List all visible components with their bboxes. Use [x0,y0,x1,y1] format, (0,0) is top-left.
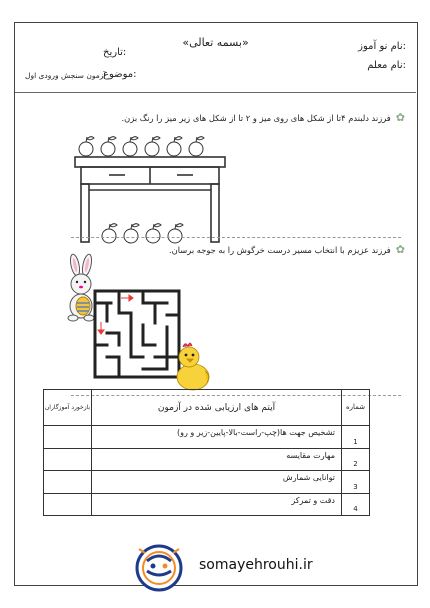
table-row [44,448,370,471]
row-item: مهارت مقایسه [92,448,342,471]
row-item: دقت و تمرکز [92,493,342,516]
apples-under-table [102,224,183,243]
row-number: 1 [342,426,370,449]
website-label: somayehrouhi.ir [199,557,313,573]
table-header-row [44,390,370,426]
teacher-name-label: نام معلم: [367,60,406,71]
evaluation-table [43,389,370,516]
row-item: تشخیص جهت ها(چپ-راست-بالا-پایین-زیر و رو) [92,426,342,449]
row-item: توانایی شمارش [92,471,342,494]
column-header-feedback: بازخورد آموزگاران [44,390,92,426]
flower-icon: ✿ [395,111,405,124]
maze [95,291,179,377]
header [15,23,416,93]
column-header-items: آیتم های ارزیابی شده در آزمون [92,390,342,426]
maze-illustration [55,251,215,391]
row-feedback-cell[interactable] [44,471,92,494]
table-illustration [59,128,239,248]
question-1-instruction [122,111,405,124]
row-feedback-cell[interactable] [44,493,92,516]
brand-logo [131,541,187,593]
row-feedback-cell[interactable] [44,426,92,449]
question-2-text: فرزند عزیزم با انتخاب مسیر درست خرگوش را به جوجه برسان. [169,245,391,255]
student-name-label: نام نو آموز: [358,41,406,52]
row-number: 2 [342,448,370,471]
date-label: تاریخ: [103,47,127,58]
subject-label: موضوع: [103,69,137,80]
apples-on-table [79,137,204,156]
subject-value: آزمون سنجش ورودی اول [25,71,106,80]
section-divider [71,237,401,238]
flower-icon: ✿ [395,243,405,256]
chick-icon [177,343,209,390]
question-1-text: فرزند دلبندم ۴تا از شکل های روی میز و ۲ تا از شکل های زیر میز را رنگ بزن. [121,113,391,123]
row-feedback-cell[interactable] [44,448,92,471]
row-number: 3 [342,471,370,494]
page-title: «بسمه تعالی» [182,36,249,49]
table-row [44,493,370,516]
row-number: 4 [342,493,370,516]
column-header-number: شماره [342,390,370,426]
table-row [44,471,370,494]
bunny-icon [68,253,94,321]
table-row [44,426,370,449]
